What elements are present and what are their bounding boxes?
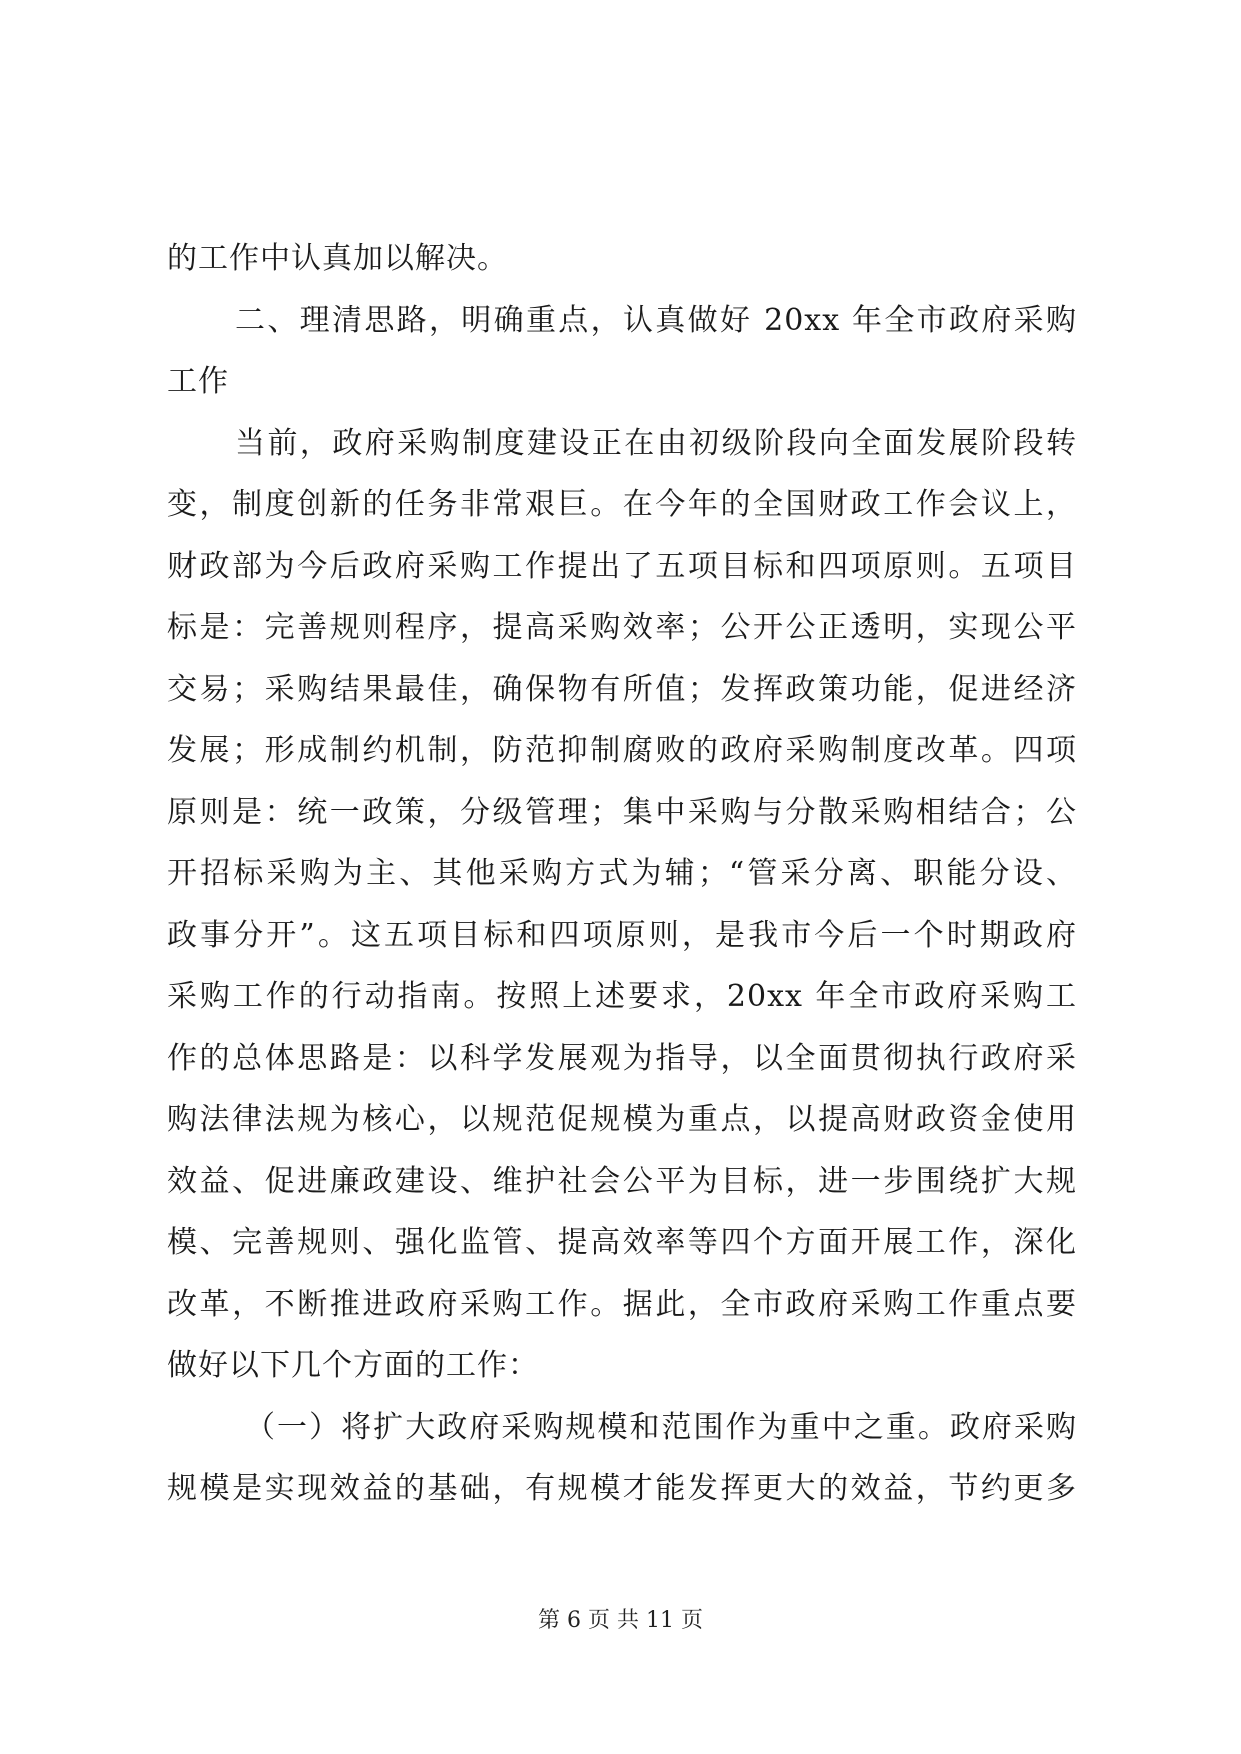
text-line: 发展；形成制约机制，防范抑制腐败的政府采购制度改革。四项: [167, 733, 1077, 768]
section-heading-line: 工作: [167, 364, 229, 399]
text-line: 原则是：统一政策，分级管理；集中采购与分散采购相结合；公: [167, 794, 1077, 830]
text-line: 交易；采购结果最佳，确保物有所值；发挥政策功能，促进经济: [167, 671, 1077, 707]
text-line: 财政部为今后政府采购工作提出了五项目标和四项原则。五项目: [167, 548, 1077, 584]
body-text: [167, 228, 1077, 1520]
text-line: 采购工作的行动指南。按照上述要求，20xx 年全市政府采购工: [167, 979, 1077, 1014]
section-heading-line: 二、理清思路，明确重点，认真做好 20xx 年全市政府采购: [235, 302, 1077, 338]
page-number-footer: 第 6 页 共 11 页: [538, 1608, 703, 1633]
text-line: 作的总体思路是：以科学发展观为指导，以全面贯彻执行政府采: [167, 1040, 1077, 1076]
text-line: 开招标采购为主、其他采购方式为辅；“管采分离、职能分设、: [167, 856, 1077, 891]
text-line: 标是：完善规则程序，提高采购效率；公开公正透明，实现公平: [167, 610, 1077, 645]
text-line: 政事分开”。这五项目标和四项原则，是我市今后一个时期政府: [167, 917, 1077, 953]
text-line: 效益、促进廉政建设、维护社会公平为目标，进一步围绕扩大规: [167, 1163, 1077, 1199]
text-line: 变，制度创新的任务非常艰巨。在今年的全国财政工作会议上，: [167, 487, 1077, 522]
text-line: 当前，政府采购制度建设正在由初级阶段向全面发展阶段转: [235, 425, 1077, 461]
text-line: 做好以下几个方面的工作：: [167, 1348, 539, 1383]
text-line: 改革，不断推进政府采购工作。据此，全市政府采购工作重点要: [167, 1286, 1077, 1322]
text-line: 的工作中认真加以解决。: [167, 241, 508, 276]
text-line: 规模是实现效益的基础，有规模才能发挥更大的效益，节约更多: [167, 1471, 1077, 1506]
text-line: 购法律法规为核心，以规范促规模为重点，以提高财政资金使用: [167, 1102, 1077, 1137]
subsection-heading-line: （一）将扩大政府采购规模和范围作为重中之重。政府采购: [245, 1409, 1077, 1445]
text-line: 模、完善规则、强化监管、提高效率等四个方面开展工作，深化: [167, 1225, 1077, 1260]
